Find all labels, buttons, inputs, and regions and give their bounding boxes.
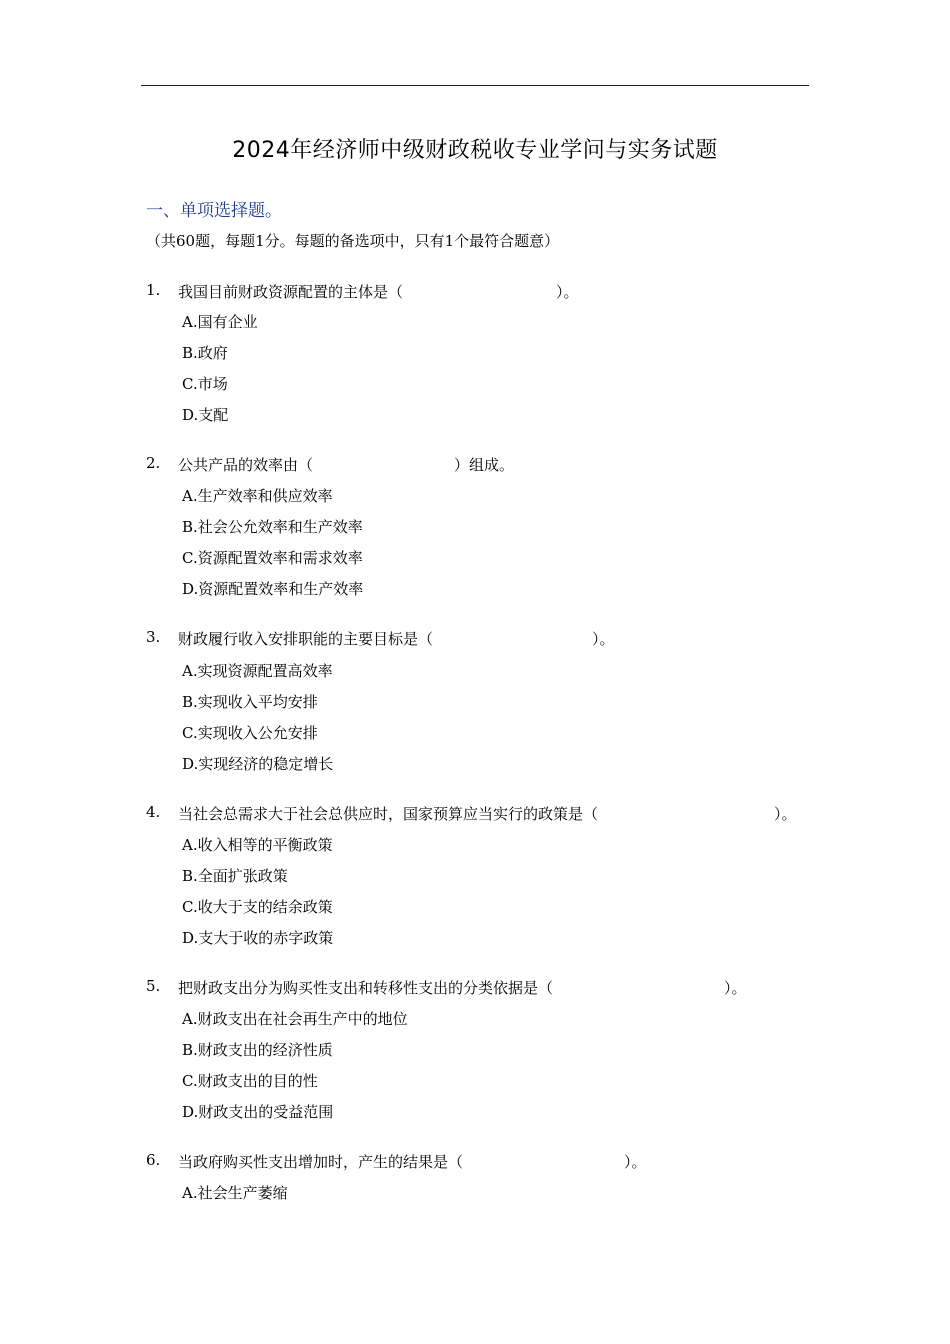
question-number: 2.	[146, 454, 161, 472]
question-number: 3.	[146, 628, 161, 646]
option-a: A.国有企业	[182, 313, 258, 331]
question-text: 当政府购买性支出增加时，产生的结果是（	[178, 1153, 464, 1171]
option-d: D.资源配置效率和生产效率	[182, 580, 364, 598]
header-rule	[141, 85, 809, 86]
question-close: ）。	[624, 1153, 647, 1171]
option-d: D.实现经济的稳定增长	[182, 755, 334, 773]
document-title: 2024年经济师中级财政税收专业学问与实务试题	[232, 138, 718, 163]
question-text: 把财政支出分为购买性支出和转移性支出的分类依据是（	[178, 979, 554, 997]
option-c: C.财政支出的目的性	[182, 1072, 318, 1090]
question-text: 我国目前财政资源配置的主体是（	[178, 283, 404, 301]
section-heading: 一、单项选择题。	[146, 201, 282, 221]
option-c: C.实现收入公允安排	[182, 724, 318, 742]
option-a: A.财政支出在社会再生产中的地位	[182, 1010, 408, 1028]
question-number: 6.	[146, 1151, 161, 1169]
question-close: ）。	[724, 979, 747, 997]
question-number: 5.	[146, 977, 161, 995]
option-d: D.财政支出的受益范围	[182, 1103, 334, 1121]
option-b: B.财政支出的经济性质	[182, 1041, 333, 1059]
option-b: B.社会公允效率和生产效率	[182, 518, 363, 536]
option-d: D.支大于收的赤字政策	[182, 929, 334, 947]
option-c: C.市场	[182, 375, 228, 393]
option-a: A.实现资源配置高效率	[182, 662, 333, 680]
option-b: B.实现收入平均安排	[182, 693, 318, 711]
question-close: ）。	[774, 805, 797, 823]
option-c: C.收大于支的结余政策	[182, 898, 333, 916]
option-a: A.社会生产萎缩	[182, 1184, 288, 1202]
option-c: C.资源配置效率和需求效率	[182, 549, 363, 567]
question-close: ）组成。	[454, 456, 515, 474]
option-b: B.政府	[182, 344, 228, 362]
section-note: （共60题，每题1分。每题的备选项中，只有1个最符合题意）	[146, 232, 560, 250]
option-b: B.全面扩张政策	[182, 867, 288, 885]
question-text: 公共产品的效率由（	[178, 456, 314, 474]
question-close: ）。	[556, 283, 579, 301]
option-d: D.支配	[182, 406, 229, 424]
question-text: 当社会总需求大于社会总供应时，国家预算应当实行的政策是（	[178, 805, 599, 823]
question-number: 1.	[146, 281, 161, 299]
option-a: A.收入相等的平衡政策	[182, 836, 333, 854]
question-number: 4.	[146, 803, 161, 821]
question-text: 财政履行收入安排职能的主要目标是（	[178, 630, 434, 648]
question-close: ）。	[592, 630, 615, 648]
option-a: A.生产效率和供应效率	[182, 487, 333, 505]
